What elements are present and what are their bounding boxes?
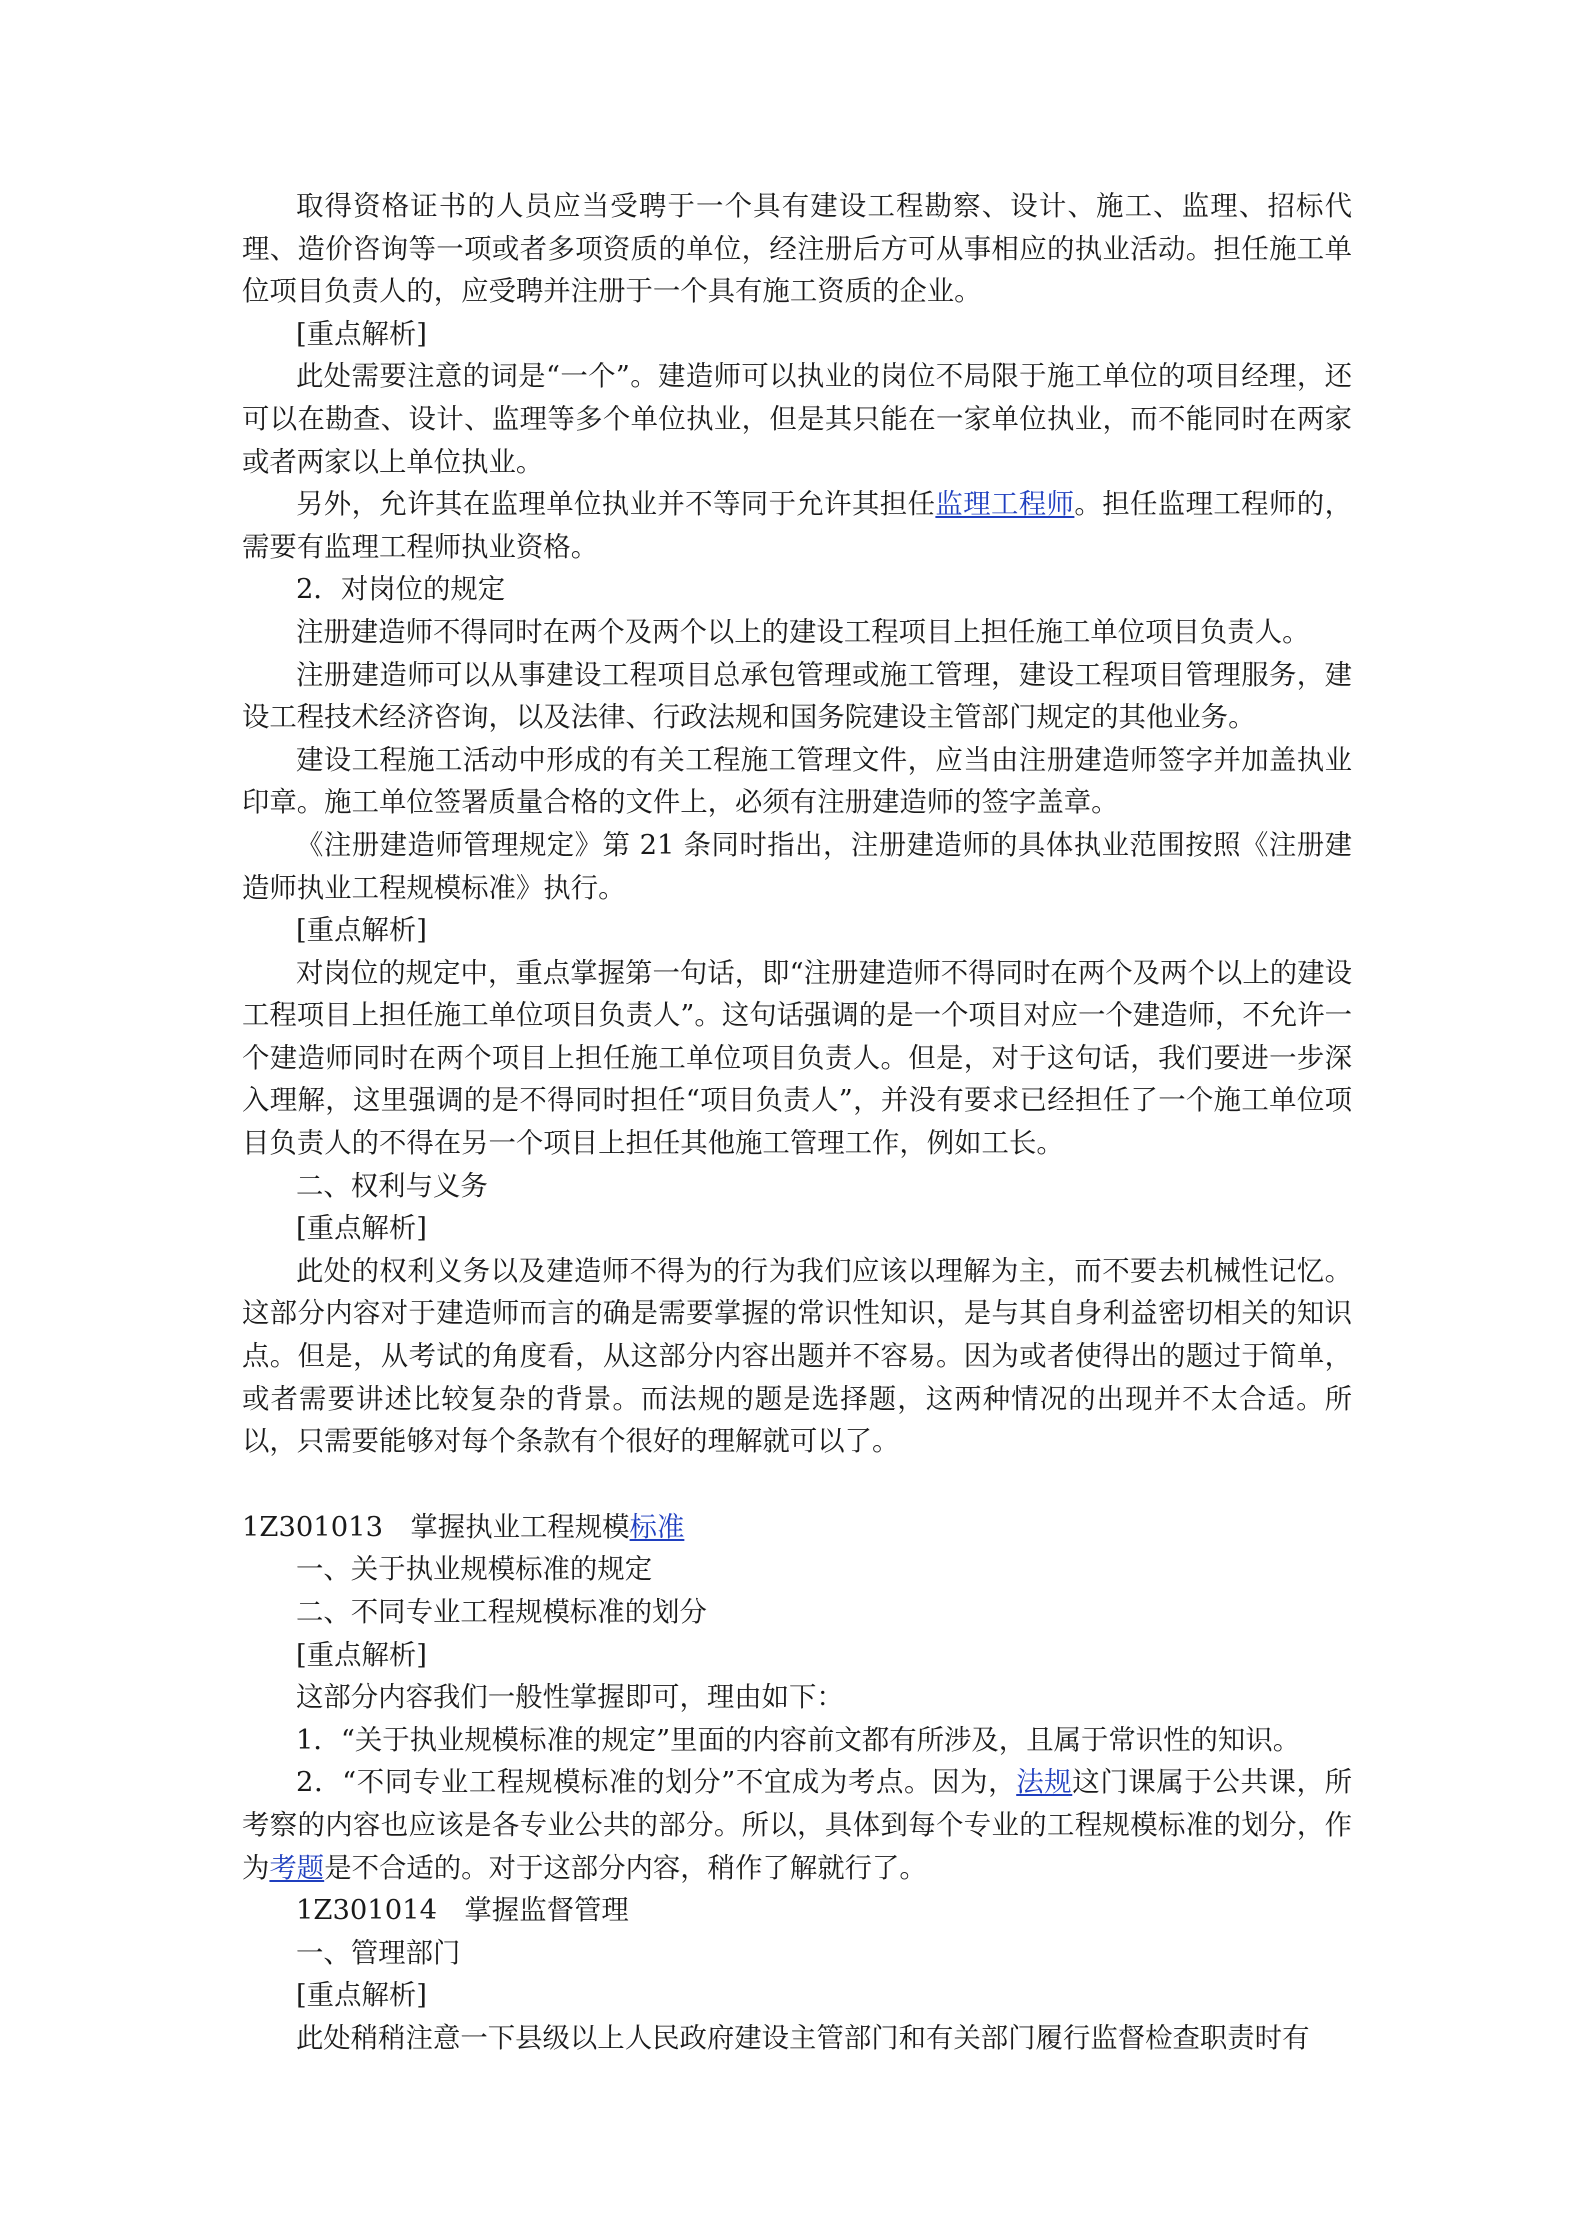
paragraph [242,740,1352,825]
paragraph [242,569,1352,612]
paragraph [242,612,1352,655]
paragraph-text: 另外，允许其在监理单位执业并不等同于允许其担任 [296,489,936,521]
paragraph [242,953,1352,1166]
paragraph [242,1507,1352,1550]
paragraph-text: 是不合适的。对于这部分内容，稍作了解就行了。 [324,1852,927,1884]
paragraph-text: 此处需要注意的词是“一个”。建造师可以执业的岗位不局限于施工单位的项目经理，还可以在勘查、设计、监理等多个单位执业，但是其只能在一家单位执业，而不能同时在两家或者两家以上单位执业。 [242,361,1352,478]
paragraph [242,1208,1352,1251]
paragraph [242,655,1352,740]
paragraph-text: 二、不同专业工程规模标准的划分 [296,1597,707,1628]
paragraph-text: 此处的权利义务以及建造师不得为的行为我们应该以理解为主，而不要去机械性记忆。这部分内容对于建造师而言的确是需要掌握的常识性知识，是与其自身利益密切相关的知识点。但是，从考试的角度看，从这部分内容出题并不容易。因为或者使得出的题过于简单，或者需要讲述比较复杂的背景。而法规的题是选择题，这两种情况的出现并不太合适。所以，只需要能够对每个条款有个很好的理解就可以了。 [242,1255,1352,1458]
paragraph-text: 取得资格证书的人员应当受聘于一个具有建设工程勘察、设计、施工、监理、招标代理、造价咨询等一项或者多项资质的单位，经注册后方可从事相应的执业活动。担任施工单位项目负责人的，应受聘并注册于一个具有施工资质的企业。 [242,191,1352,308]
document-page [242,186,1352,2061]
paragraph [242,1251,1352,1464]
paragraph-text: 1．“关于执业规模标准的规定”里面的内容前文都有所涉及，且属于常识性的知识。 [296,1724,1301,1756]
paragraph [242,1549,1352,1592]
paragraph-text: 这部分内容我们一般性掌握即可，理由如下： [296,1682,844,1714]
paragraph [242,1933,1352,1976]
paragraph-text: 。担任监理工程师的，需要有监理工程师执业资格。 [242,489,1352,563]
paragraph-text: [重点解析] [296,318,427,350]
paragraph [242,1762,1352,1890]
paragraph [242,1592,1352,1635]
paragraph-text: 2．“不同专业工程规模标准的划分”不宜成为考点。因为， [296,1767,1017,1799]
paragraph-text: 2．对岗位的规定 [296,574,506,606]
paragraph-text: 建设工程施工活动中形成的有关工程施工管理文件，应当由注册建造师签字并加盖执业印章。施工单位签署质量合格的文件上，必须有注册建造师的签字盖章。 [242,744,1352,819]
paragraph-text: 这门课属于公共课，所考察的内容也应该是各专业公共的部分。所以，具体到每个专业的工程规模标准的划分，作为 [242,1767,1352,1884]
paragraph-gap [242,1464,1352,1507]
paragraph-text: [重点解析] [296,1639,427,1671]
paragraph [242,1677,1352,1720]
paragraph-text: [重点解析] [296,1980,427,2012]
paragraph-text: [重点解析] [296,915,427,947]
paragraph [242,314,1352,357]
paragraph [242,1635,1352,1678]
paragraph [242,1720,1352,1763]
hyperlink[interactable]: 监理工程师 [935,489,1075,521]
paragraph-text: 《注册建造师管理规定》第 21 条同时指出，注册建造师的具体执业范围按照《注册建造师执业工程规模标准》执行。 [242,829,1352,904]
paragraph-text: 对岗位的规定中，重点掌握第一句话，即“注册建造师不得同时在两个及两个以上的建设工程项目上担任施工单位项目负责人”。这句话强调的是一个项目对应一个建造师，不允许一个建造师同时在两个项目上担任施工单位项目负责人。但是，对于这句话，我们要进一步深入理解，这里强调的是不得同时担任“项目负责人”，并没有要求已经担任了一个施工单位项目负责人的不得在另一个项目上担任其他施工管理工作，例如工长。 [242,957,1352,1160]
paragraph [242,186,1352,314]
paragraph-text: 注册建造师不得同时在两个及两个以上的建设工程项目上担任施工单位项目负责人。 [296,616,1310,648]
paragraph-text: [重点解析] [296,1213,427,1245]
paragraph-text: 注册建造师可以从事建设工程项目总承包管理或施工管理，建设工程项目管理服务，建设工程技术经济咨询，以及法律、行政法规和国务院建设主管部门规定的其他业务。 [242,659,1352,734]
paragraph-text: 1Z301013 掌握执业工程规模 [242,1511,630,1543]
paragraph-text: 一、管理部门 [296,1937,461,1969]
paragraph-text: 一、关于执业规模标准的规定 [296,1554,653,1586]
paragraph-text: 此处稍稍注意一下县级以上人民政府建设主管部门和有关部门履行监督检查职责时有 [296,2022,1310,2054]
paragraph [242,1975,1352,2018]
paragraph [242,825,1352,910]
hyperlink[interactable]: 法规 [1016,1767,1073,1799]
paragraph [242,2018,1352,2061]
paragraph [242,910,1352,953]
hyperlink[interactable]: 标准 [629,1511,685,1543]
paragraph-text: 1Z301014 掌握监督管理 [296,1895,629,1927]
paragraph [242,484,1352,569]
paragraph-text: 二、权利与义务 [296,1170,488,1202]
paragraph [242,356,1352,484]
hyperlink[interactable]: 考题 [269,1852,325,1884]
paragraph [242,1890,1352,1933]
paragraph [242,1166,1352,1209]
